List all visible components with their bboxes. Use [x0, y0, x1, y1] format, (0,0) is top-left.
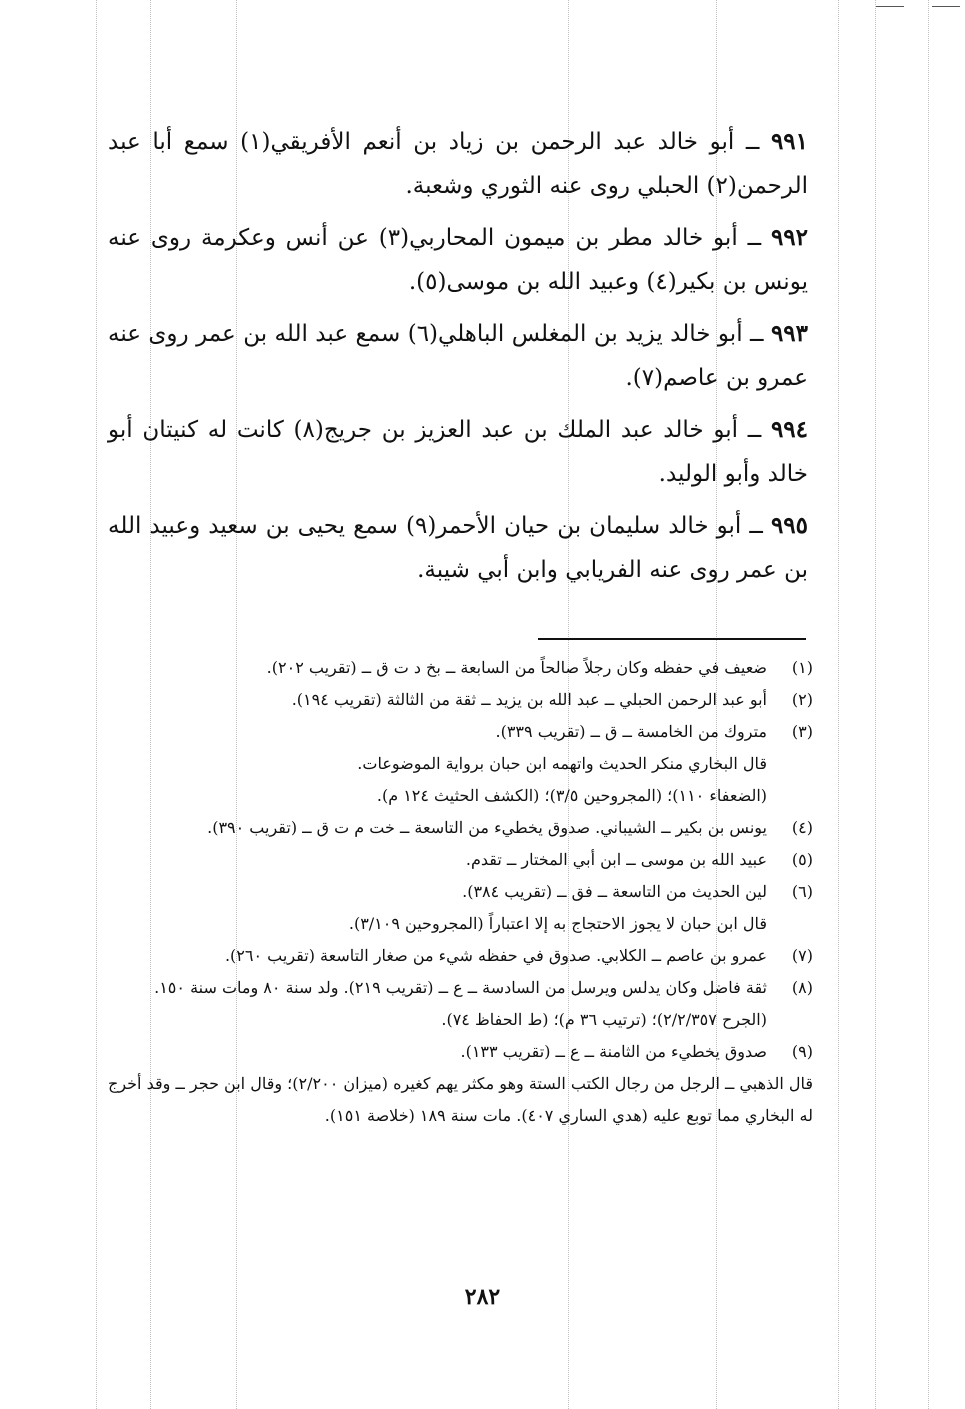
footnote-2 — [108, 684, 813, 716]
footnote-6 — [108, 876, 813, 908]
footnote-3 — [108, 716, 813, 748]
entry-number: ٩٩٢ — [770, 224, 808, 251]
footnote-6-continuation: قال ابن حبان لا يجوز الاحتجاج به إلا اعتباراً (المجروحين ٣/١٠٩). — [348, 914, 767, 933]
footnote-7 — [108, 940, 813, 972]
footnote-text: عبيد الله بن موسى ــ ابن أبي المختار ــ تقدم. — [465, 850, 767, 869]
entry-dash: ــ — [737, 225, 762, 251]
footnote-number: (٩) — [791, 1042, 813, 1061]
entries-list — [108, 120, 808, 600]
entry-993 — [108, 312, 808, 400]
footnote-9-continuation: قال الذهبي ــ الرجل من رجال الكتب الستة وهو مكثر يهم كغيره (ميزان ٢/٢٠٠)؛ وقال ابن حجر ــ وقد أخرج له البخاري مما توبع عليه (هدي الساري ٤٠٧). مات سنة ١٨٩ (خلاصة ١٥١). — [108, 1074, 814, 1125]
entry-994 — [108, 408, 808, 496]
footnote-number: (٣) — [791, 722, 813, 741]
footnote-number: (٢) — [791, 690, 813, 709]
footnote-3-continuation: قال البخاري منكر الحديث واتهمه ابن حبان برواية الموضوعات. — [357, 754, 767, 773]
footnote-text: يونس بن بكير ــ الشيباني. صدوق يخطيء من التاسعة ــ خت م ت ق ــ (تقريب ٣٩٠). — [207, 818, 767, 837]
entry-dash: ــ — [734, 129, 760, 155]
entry-dash: ــ — [738, 417, 762, 443]
footnote-number: (٦) — [791, 882, 813, 901]
entry-number: ٩٩٣ — [770, 320, 808, 347]
footnote-number: (٧) — [791, 946, 813, 965]
footnotes — [108, 652, 813, 1132]
footnote-1 — [108, 652, 813, 684]
entry-text: أبو خالد عبد الرحمن بن زياد بن أنعم الأفريقي(١) سمع أبا عبد الرحمن(٢) الحبلي روى عنه الثوري وشعبة. — [108, 129, 808, 199]
footnote-number: (٤) — [791, 818, 813, 837]
footnote-text: ضعيف في حفظه وكان رجلاً صالحاً من السابعة ــ بخ د ت ق ــ (تقريب ٢٠٢). — [266, 658, 767, 677]
entry-dash: ــ — [742, 321, 764, 347]
footnote-text: متروك من الخامسة ــ ق ــ (تقريب ٣٣٩). — [495, 722, 767, 741]
footnote-3-references: (الضعفاء ١١٠)؛ (المجروحين ٣/٥)؛ (الكشف الحثيث ١٢٤ م). — [376, 786, 767, 805]
footnote-text: صدوق يخطيء من الثامنة ــ ع ــ (تقريب ١٣٣). — [460, 1042, 767, 1061]
scan-guide-line — [875, 0, 876, 1409]
scan-mark — [932, 6, 960, 7]
footnote-number: (٥) — [791, 850, 813, 869]
entry-995 — [108, 504, 808, 592]
footnote-separator — [538, 638, 806, 640]
entry-number: ٩٩١ — [770, 128, 808, 155]
scan-mark — [876, 6, 904, 7]
scan-guide-line — [928, 0, 929, 1409]
footnote-5 — [108, 844, 813, 876]
entry-text: أبو خالد يزيد بن المغلس الباهلي(٦) سمع عبد الله بن عمر روى عنه عمرو بن عاصم(٧). — [108, 321, 808, 391]
entry-number: ٩٩٥ — [770, 512, 808, 539]
footnote-number: (٨) — [791, 978, 813, 997]
entry-992 — [108, 216, 808, 304]
footnote-4 — [108, 812, 813, 844]
entry-number: ٩٩٤ — [770, 416, 809, 443]
footnote-text: لين الحديث من التاسعة ــ فق ــ (تقريب ٣٨٤). — [462, 882, 767, 901]
scan-guide-line — [96, 0, 97, 1409]
footnote-text: أبو عبد الرحمن الحبلي ــ عبد الله بن يزيد ــ ثقة من الثالثة (تقريب ١٩٤). — [291, 690, 767, 709]
entry-991 — [108, 120, 808, 208]
footnote-8 — [108, 972, 813, 1004]
entry-text: أبو خالد عبد الملك بن عبد العزيز بن جريج(٨) كانت له كنيتان أبو خالد وأبو الوليد. — [108, 417, 808, 487]
entry-dash: ــ — [741, 513, 763, 539]
scan-guide-line — [838, 0, 839, 1409]
footnote-text: ثقة فاضل وكان يدلس ويرسل من السادسة ــ ع ــ (تقريب ٢١٩). ولد سنة ٨٠ ومات سنة ١٥٠. — [154, 978, 767, 997]
footnote-text: عمرو بن عاصم ــ الكلابي. صدوق في حفظه شيء من صغار التاسعة (تقريب ٢٦٠). — [224, 946, 767, 965]
footnote-number: (١) — [791, 658, 813, 677]
entry-text: أبو خالد سليمان بن حيان الأحمر(٩) سمع يحيى بن سعيد وعبيد الله بن عمر روى عنه الفريابي وابن أبي شيبة. — [108, 513, 808, 583]
footnote-8-references: (الجرح ٢/٢/٣٥٧)؛ (ترتيب ٣٦ م)؛ (ط الحفاظ ٧٤). — [441, 1010, 767, 1029]
footnote-9 — [108, 1036, 813, 1068]
page-number: ٢٨٢ — [464, 1284, 501, 1310]
entry-text: أبو خالد مطر بن ميمون المحاربي(٣) عن أنس وعكرمة روى عنه يونس بن بكير(٤) وعبيد الله بن موسى(٥). — [108, 225, 808, 295]
